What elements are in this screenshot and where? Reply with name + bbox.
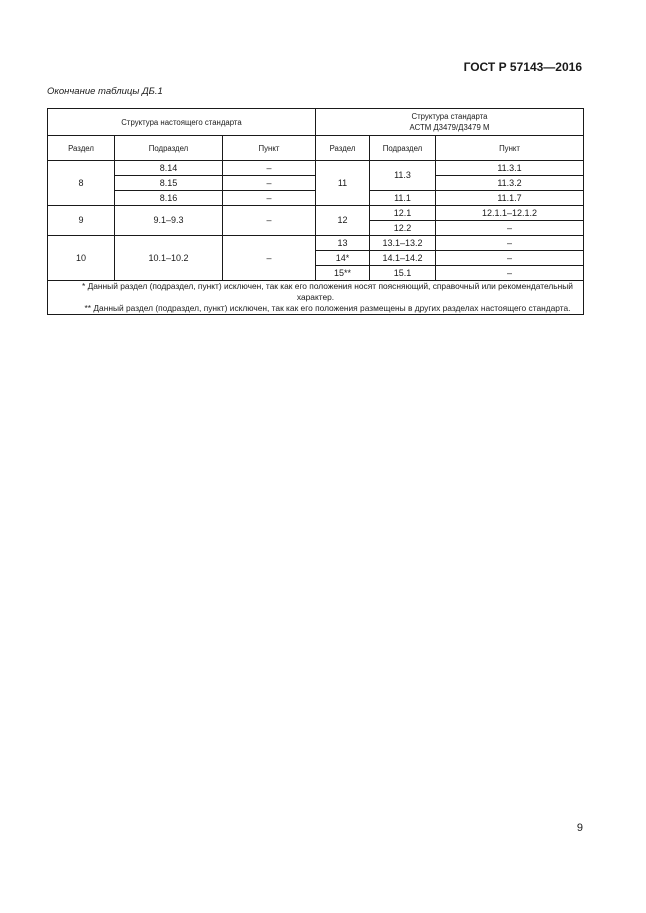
table-cell: 8.14 bbox=[115, 161, 223, 176]
table-cell: 9.1–9.3 bbox=[115, 206, 223, 236]
table-footnote-row bbox=[48, 281, 584, 315]
table-cell: 15** bbox=[316, 266, 370, 281]
table-cell: 8.15 bbox=[115, 176, 223, 191]
table-header-group-row bbox=[48, 109, 584, 136]
table-row bbox=[48, 236, 584, 251]
table-cell: 11.3.1 bbox=[436, 161, 584, 176]
standard-code: ГОСТ Р 57143—2016 bbox=[463, 60, 582, 74]
table-cell: 15.1 bbox=[370, 266, 436, 281]
table-cell: 10.1–10.2 bbox=[115, 236, 223, 281]
table-cell: 9 bbox=[48, 206, 115, 236]
table-cell: 11.3.2 bbox=[436, 176, 584, 191]
table-cell: 12.1.1–12.1.2 bbox=[436, 206, 584, 221]
column-header-astm-item: Пункт bbox=[436, 136, 584, 161]
table-cell: 11.1 bbox=[370, 191, 436, 206]
column-header-item: Пункт bbox=[223, 136, 316, 161]
group-header-astm-line1: Структура стандарта bbox=[411, 112, 488, 121]
table-cell: – bbox=[223, 206, 316, 236]
group-header-astm-line2: АСТМ Д3479/Д3479 М bbox=[409, 123, 490, 132]
column-header-section: Раздел bbox=[48, 136, 115, 161]
structure-table bbox=[47, 108, 584, 315]
table-row bbox=[48, 161, 584, 176]
table-cell: 14.1–14.2 bbox=[370, 251, 436, 266]
table-caption: Окончание таблицы ДБ.1 bbox=[47, 86, 163, 97]
table-cell: 14* bbox=[316, 251, 370, 266]
table-cell: 12 bbox=[316, 206, 370, 236]
table-cell: 8 bbox=[48, 161, 115, 206]
table-column-header-row bbox=[48, 136, 584, 161]
page-number: 9 bbox=[576, 822, 583, 834]
table-cell: 11.3 bbox=[370, 161, 436, 191]
column-header-astm-section: Раздел bbox=[316, 136, 370, 161]
table-cell: 13 bbox=[316, 236, 370, 251]
table-cell: – bbox=[436, 266, 584, 281]
group-header-this-standard: Структура настоящего стандарта bbox=[48, 109, 316, 136]
column-header-astm-subsection: Подраздел bbox=[370, 136, 436, 161]
footnote-1: * Данный раздел (подраздел, пункт) исключен, так как его положения носят поясняющий, справочный или рекомендательный характер. bbox=[82, 281, 573, 302]
table-cell: – bbox=[436, 236, 584, 251]
table-cell: 11.1.7 bbox=[436, 191, 584, 206]
table-cell: 10 bbox=[48, 236, 115, 281]
table-cell: – bbox=[436, 221, 584, 236]
table-cell: – bbox=[223, 191, 316, 206]
table-cell: – bbox=[223, 176, 316, 191]
table-cell: – bbox=[223, 236, 316, 281]
table-cell: – bbox=[223, 161, 316, 176]
table-cell: 12.2 bbox=[370, 221, 436, 236]
footnote-2: ** Данный раздел (подраздел, пункт) исключен, так как его положения размещены в других разделах настоящего стандарта. bbox=[84, 303, 571, 313]
table-footnotes bbox=[48, 281, 584, 315]
group-header-astm-standard bbox=[316, 109, 584, 136]
table-cell: 8.16 bbox=[115, 191, 223, 206]
table-cell: 13.1–13.2 bbox=[370, 236, 436, 251]
table-row bbox=[48, 206, 584, 221]
table-cell: – bbox=[436, 251, 584, 266]
table-cell: 11 bbox=[316, 161, 370, 206]
table-cell: 12.1 bbox=[370, 206, 436, 221]
column-header-subsection: Подраздел bbox=[115, 136, 223, 161]
